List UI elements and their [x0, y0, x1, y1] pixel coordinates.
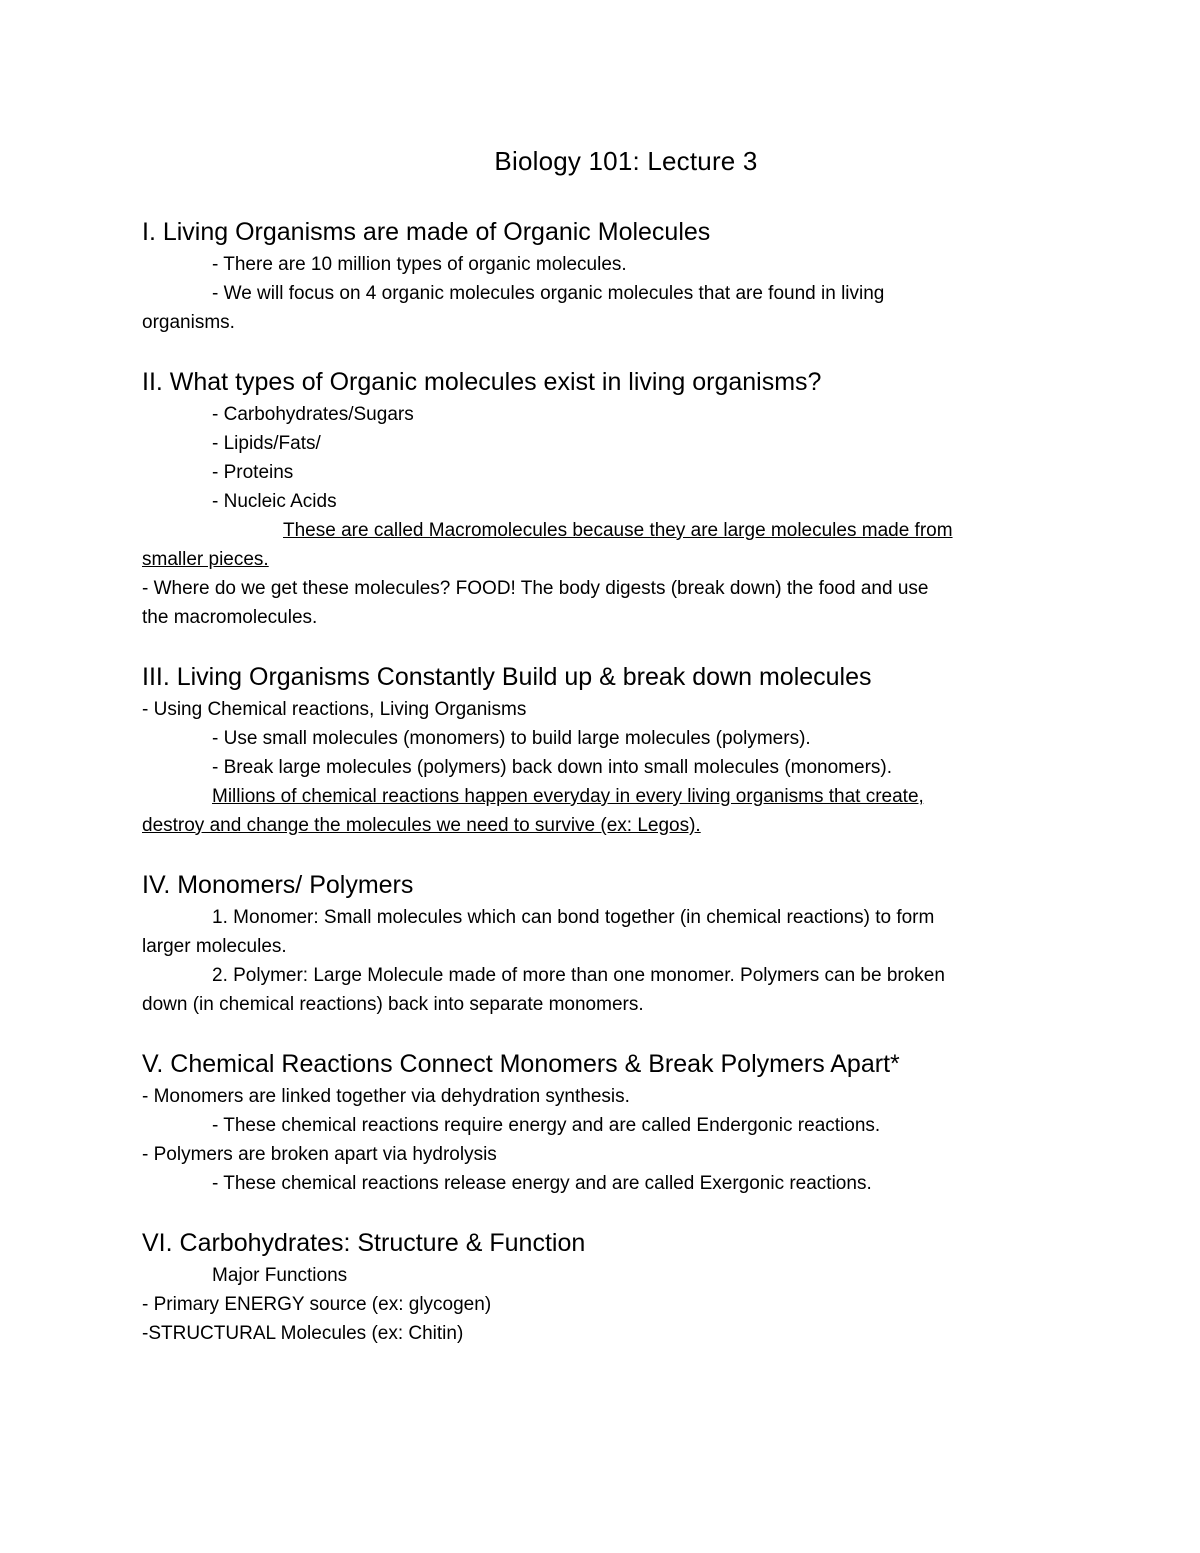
body-line [142, 516, 1047, 545]
body-line [142, 782, 1047, 811]
line-text: larger molecules. [142, 936, 287, 957]
line-text: - There are 10 million types of organic molecules. [212, 254, 627, 275]
line-text: down (in chemical reactions) back into separate monomers. [142, 994, 644, 1015]
line-text: - Proteins [212, 462, 294, 483]
body-line [142, 724, 1047, 753]
line-text: - Monomers are linked together via dehydration synthesis. [142, 1086, 630, 1107]
section-heading: I. Living Organisms are made of Organic Molecules [142, 218, 711, 246]
line-text: - Polymers are broken apart via hydrolysis [142, 1144, 497, 1165]
section-heading: VI. Carbohydrates: Structure & Function [142, 1229, 586, 1257]
body-line [142, 932, 1047, 961]
line-text: - Nucleic Acids [212, 491, 337, 512]
section-2 [142, 364, 1047, 632]
body-line [142, 603, 1047, 632]
body-line [142, 903, 1047, 932]
line-text: - Break large molecules (polymers) back down into small molecules (monomers). [212, 757, 893, 778]
body-line [142, 400, 1047, 429]
section-1 [142, 214, 1047, 337]
line-text: - We will focus on 4 organic molecules organic molecules that are found in living [212, 283, 885, 304]
body-line [142, 308, 1047, 337]
body-line [142, 1082, 1047, 1111]
body-line [142, 487, 1047, 516]
body-line [142, 753, 1047, 782]
body-line [142, 574, 1047, 603]
body-line [142, 1140, 1047, 1169]
underlined-text: destroy and change the molecules we need to survive (ex: Legos). [142, 815, 701, 836]
line-text: - Using Chemical reactions, Living Organisms [142, 699, 527, 720]
line-text: 1. Monomer: Small molecules which can bond together (in chemical reactions) to form [212, 907, 935, 928]
section-heading: III. Living Organisms Constantly Build up & break down molecules [142, 663, 872, 691]
line-text: - Primary ENERGY source (ex: glycogen) [142, 1294, 492, 1315]
body-line [142, 695, 1047, 724]
body-line [142, 1169, 1047, 1198]
body-line [142, 1319, 1047, 1348]
body-line [142, 961, 1047, 990]
line-text: Major Functions [212, 1265, 348, 1286]
section-heading: II. What types of Organic molecules exist in living organisms? [142, 368, 822, 396]
body-line [142, 811, 1047, 840]
body-line [142, 279, 1047, 308]
body-line [142, 545, 1047, 574]
section-4 [142, 867, 1047, 1019]
line-text: - Where do we get these molecules? FOOD! The body digests (break down) the food and use [142, 578, 929, 599]
section-heading: IV. Monomers/ Polymers [142, 871, 414, 899]
body-line [142, 458, 1047, 487]
line-text: - Use small molecules (monomers) to build large molecules (polymers). [212, 728, 811, 749]
section-5 [142, 1046, 1047, 1198]
line-text: - These chemical reactions require energy and are called Endergonic reactions. [212, 1115, 881, 1136]
document-title: Biology 101: Lecture 3 [494, 146, 758, 176]
body-line [142, 429, 1047, 458]
underlined-text: Millions of chemical reactions happen everyday in every living organisms that create, [212, 786, 924, 807]
line-text: - These chemical reactions release energy and are called Exergonic reactions. [212, 1173, 872, 1194]
body-line [142, 1290, 1047, 1319]
body-line [142, 1261, 1047, 1290]
section-6 [142, 1225, 1047, 1348]
underlined-text: These are called Macromolecules because they are large molecules made from [283, 520, 953, 541]
line-text: the macromolecules. [142, 607, 318, 628]
line-text: - Carbohydrates/Sugars [212, 404, 414, 425]
body-line [142, 250, 1047, 279]
line-text: 2. Polymer: Large Molecule made of more than one monomer. Polymers can be broken [212, 965, 945, 986]
underlined-text: smaller pieces. [142, 549, 269, 570]
line-text: -STRUCTURAL Molecules (ex: Chitin) [142, 1323, 464, 1344]
line-text: - Lipids/Fats/ [212, 433, 321, 454]
body-line [142, 990, 1047, 1019]
section-heading: V. Chemical Reactions Connect Monomers & Break Polymers Apart* [142, 1050, 900, 1078]
line-text: organisms. [142, 312, 235, 333]
document-body [142, 214, 1047, 1375]
section-3 [142, 659, 1047, 840]
body-line [142, 1111, 1047, 1140]
